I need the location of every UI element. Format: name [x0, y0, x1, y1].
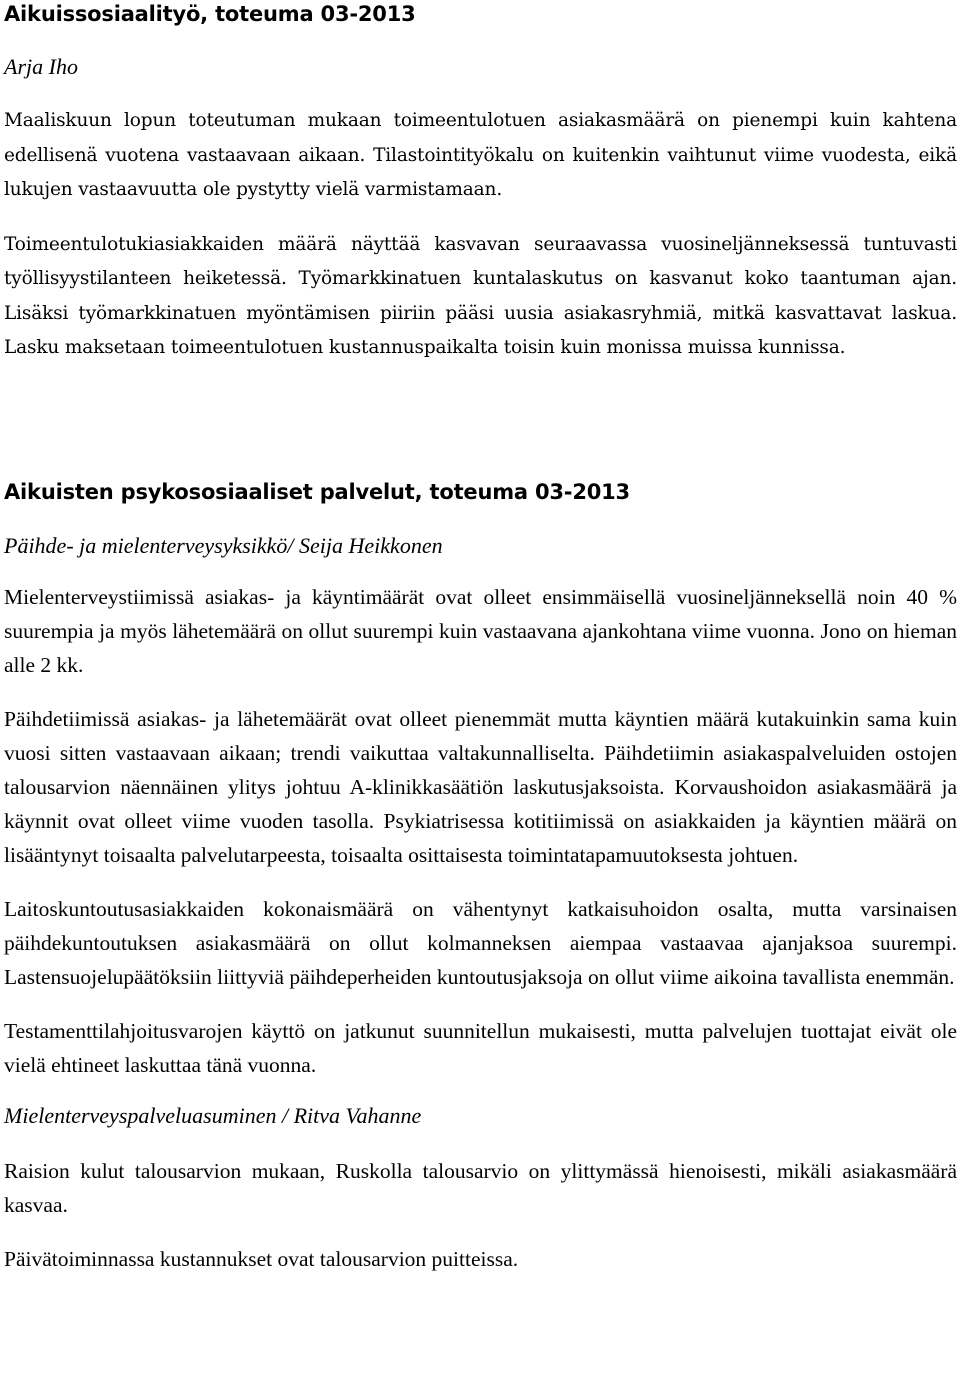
section-psychosocial-services: [4, 478, 957, 1276]
paragraph: Raision kulut talousarvion mukaan, Ruskolla talousarvio on ylittymässä hienoisesti, mikäli asiakasmäärä kasvaa.: [4, 1159, 957, 1217]
section-title: Aikuisten psykososiaaliset palvelut, toteuma 03-2013: [4, 480, 630, 504]
paragraph: Mielenterveystiimissä asiakas- ja käyntimäärät ovat olleet ensimmäisellä vuosineljänneksellä noin 40 % suurempia ja myös lähetemäärä on ollut suurempi kuin vastaavana ajankohtana viime vuonna. Jono on hieman alle 2 kk.: [4, 585, 957, 677]
paragraph: Laitoskuntoutusasiakkaiden kokonaismäärä on vähentynyt katkaisuhoidon osalta, mutta varsinaisen päihdekuntoutuksen asiakasmäärä on ollut kolmanneksen aiempaa vastaavaa ajanjaksoa suurempi. Lastensuojelupäätöksiin liittyviä päihdeperheiden kuntoutusjaksoja on ollut viime aikoina tavallista enemmän.: [4, 897, 957, 989]
paragraph: Toimeentulotukiasiakkaiden määrä näyttää kasvavan seuraavassa vuosineljänneksessä tuntuvasti työllisyystilanteen heiketessä. Työmarkkinatuen kuntalaskutus on kasvanut koko taantuman ajan. Lisäksi työmarkkinatuen myöntämisen piiriin pääsi uusia asiakasryhmiä, mitkä kasvattavat laskua. Lasku maksetaan toimeentulotuen kustannuspaikalta toisin kuin monissa muissa kunnissa.: [4, 233, 957, 358]
section-title: Aikuissosiaalityö, toteuma 03-2013: [4, 2, 416, 26]
paragraph: Päivätoiminnassa kustannukset ovat talousarvion puitteissa.: [4, 1247, 519, 1271]
author-name: Arja Iho: [4, 54, 78, 79]
section-adult-social-work: [4, 0, 957, 366]
unit-heading: Päihde- ja mielenterveysyksikkö/ Seija Heikkonen: [4, 533, 443, 558]
paragraph: Maaliskuun lopun toteutuman mukaan toimeentulotuen asiakasmäärä on pienempi kuin kahtena edellisenä vuotena vastaavaan aikaan. Tilastointityökalu on kuitenkin vaihtunut viime vuodesta, eikä lukujen vastaavuutta ole pystytty vielä varmistamaan.: [4, 110, 957, 200]
document-page: [4, 0, 957, 1271]
paragraph: Päihdetiimissä asiakas- ja lähetemäärät ovat olleet pienemmät mutta käyntien määrä kutakuinkin sama kuin vuosi sitten vastaavaan aikaan; trendi vaikuttaa valtakunnalliselta. Päihdetiimin asiakaspalveluiden ostojen talousarvion näennäinen ylitys johtuu A-klinikkasäätiön laskutusjaksoista. Korvaushoidon asiakasmäärä ja käynnit ovat olleet viime vuoden tasolla. Psykiatrisessa kotitiimissä on asiakkaiden ja käyntien määrä on lisääntynyt toisaalta palvelutarpeesta, toisaalta osittaisesta toimintatapamuutoksesta johtuen.: [4, 707, 957, 867]
unit-heading: Mielenterveyspalveluasuminen / Ritva Vahanne: [4, 1103, 422, 1128]
paragraph: Testamenttilahjoitusvarojen käyttö on jatkunut suunnitellun mukaisesti, mutta palvelujen tuottajat eivät ole vielä ehtineet laskuttaa tänä vuonna.: [4, 1019, 957, 1077]
